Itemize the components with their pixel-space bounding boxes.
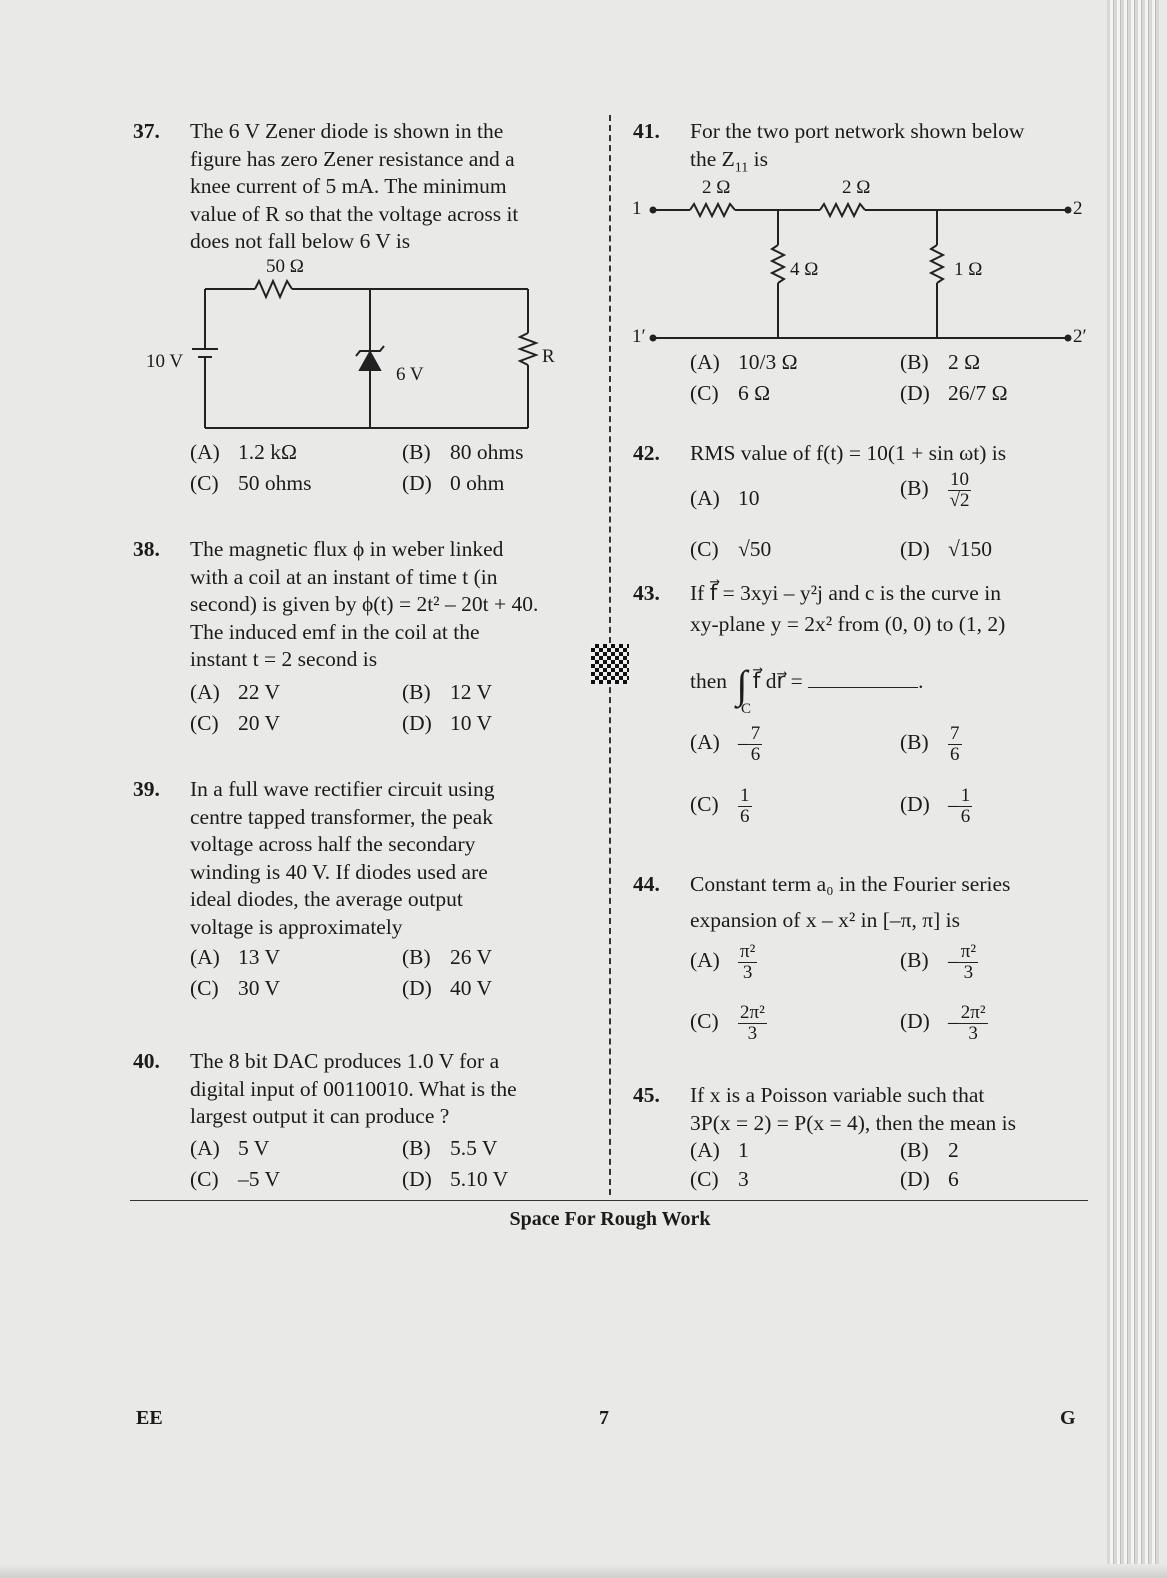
port-1-label: 1 (632, 198, 642, 219)
text-line: In a full wave rectifier circuit using (190, 777, 495, 801)
line-integral-expression: then ∫ f⃗ dr⃗ = . (690, 662, 924, 707)
page-binding-edge (1107, 0, 1159, 1578)
zener-circuit-diagram (140, 258, 540, 428)
question-number: 41. (633, 119, 660, 143)
question-number: 45. (633, 1083, 660, 1107)
question-40 (133, 1048, 573, 1133)
resistor-2ohm-left-label: 2 Ω (702, 177, 731, 198)
question-text (190, 536, 571, 674)
page-bottom-shadow (0, 1564, 1167, 1578)
text-line: with a coil at an instant of time t (in (190, 564, 498, 589)
text-line: expansion of x – x² in [–π, π] is (690, 907, 960, 932)
text-line: instant t = 2 second is (190, 647, 378, 671)
rough-work-heading: Space For Rough Work (509, 1208, 711, 1230)
option-d: (D) √150 (900, 537, 993, 561)
question-text (190, 1048, 571, 1131)
question-text (190, 118, 571, 256)
question-42 (633, 440, 1073, 470)
option-c: (C) 6 Ω (690, 381, 771, 405)
question-39 (133, 776, 573, 946)
question-41 (633, 118, 1073, 178)
text-line: The 6 V Zener diode is shown in the (190, 119, 504, 143)
text-line: figure has zero Zener resistance and a (190, 146, 515, 171)
question-text (190, 776, 571, 941)
option-a: (A) 22 V (190, 680, 281, 704)
option-c: (C) √50 (690, 537, 772, 561)
text-line: value of R so that the voltage across it (190, 201, 519, 226)
qr-code-icon (591, 644, 629, 684)
question-text (690, 580, 1071, 638)
resistor-4ohm-label: 4 Ω (790, 259, 819, 280)
question-44 (633, 871, 1073, 931)
option-a: (A) 5 V (190, 1136, 270, 1160)
option-d: (D) 10 V (402, 711, 493, 735)
option-c: (C) 20 V (190, 711, 281, 735)
question-number: 42. (633, 441, 660, 465)
option-d: (D) – $\frac{\text{2π²}}{3}$ (900, 1002, 986, 1044)
option-a: (A) $\frac{\text{π²}}{3}$ (690, 941, 756, 983)
option-d: (D) 26/7 Ω (900, 381, 1008, 405)
option-c: (C) 50 ohms (190, 471, 312, 495)
option-a: (A) 1.2 kΩ (190, 440, 297, 464)
option-d: (D) 6 (900, 1167, 959, 1191)
two-port-network-diagram (640, 195, 1070, 345)
option-b: (B) $\frac{7}{6}$ (900, 723, 960, 765)
contour-label: C (741, 701, 752, 717)
option-a: (A) 1 (690, 1138, 749, 1162)
text-line: Constant term a₀ in the Fourier series (690, 872, 1011, 896)
port-1-prime-label: 1′ (632, 326, 646, 347)
option-c: (C) $\frac{\text{2π²}}{3}$ (690, 1002, 765, 1044)
option-b: (B) 12 V (402, 680, 493, 704)
option-d: (D) 5.10 V (402, 1167, 509, 1191)
question-37 (133, 118, 573, 258)
option-a: (A) – $\frac{7}{6}$ (690, 723, 761, 765)
option-d: (D) – $\frac{1}{6}$ (900, 785, 971, 827)
text-line: centre tapped transformer, the peak (190, 804, 493, 829)
question-number: 43. (633, 581, 660, 605)
series-resistor-label: 50 Ω (266, 256, 304, 277)
option-b: (B) $\frac{10}{√2}$ (900, 469, 970, 511)
option-c: (C) $\frac{1}{6}$ (690, 785, 750, 827)
option-b: (B) – $\frac{\text{π²}}{3}$ (900, 941, 977, 983)
text-line: ideal diodes, the average output (190, 887, 463, 911)
text-line: If x is a Poisson variable such that (690, 1083, 985, 1107)
question-number: 38. (133, 537, 160, 561)
text-line: the $Z_{11}$ is (690, 146, 768, 175)
question-38 (133, 536, 573, 676)
option-b: (B) 5.5 V (402, 1136, 498, 1160)
option-b: (B) 2 (900, 1138, 959, 1162)
text-line: The induced emf in the coil at the (190, 619, 480, 644)
footer-series-code: G (1060, 1407, 1076, 1429)
text-line: digital input of 00110010. What is the (190, 1076, 517, 1101)
footer-page-number: 7 (599, 1407, 609, 1429)
text-line: The magnetic flux ϕ in weber linked (190, 537, 504, 561)
port-2-label: 2 (1073, 198, 1083, 219)
text-line: voltage across half the secondary (190, 832, 476, 856)
question-number: 40. (133, 1049, 160, 1073)
question-text (690, 871, 1071, 934)
integral-sign: ∫ (736, 662, 748, 707)
text-line: largest output it can produce ? (190, 1104, 450, 1128)
text-line: winding is 40 V. If diodes used are (190, 859, 488, 884)
rough-work-rule (130, 1200, 1088, 1201)
question-text (690, 118, 1071, 181)
text-line: second) is given by ϕ(t) = 2t² – 20t + 40. (190, 592, 539, 616)
question-number: 37. (133, 119, 160, 143)
text-line: xy-plane y = 2x² from (0, 0) to (1, 2) (690, 611, 1006, 636)
option-b: (B) 2 Ω (900, 350, 981, 374)
text-line: voltage is approximately (190, 914, 403, 939)
text-line: does not fall below 6 V is (190, 229, 411, 253)
question-number: 39. (133, 777, 160, 801)
source-voltage-label: 10 V (146, 351, 184, 372)
option-c: (C) 30 V (190, 976, 281, 1000)
text-line: The 8 bit DAC produces 1.0 V for a (190, 1049, 500, 1073)
text-line: knee current of 5 mA. The minimum (190, 174, 507, 198)
question-number: 44. (633, 872, 660, 896)
option-a: (A) 10 (690, 486, 760, 510)
load-resistor-label: R (542, 346, 555, 367)
option-a: (A) 10/3 Ω (690, 350, 798, 374)
question-45 (633, 1082, 1073, 1142)
text-line: If f⃗ = 3xyi – y²j and c is the curve in (690, 581, 1001, 605)
option-b: (B) 80 ohms (402, 440, 524, 464)
option-c: (C) 3 (690, 1167, 749, 1191)
text-line: 3P(x = 2) = P(x = 4), then the mean is (690, 1110, 1016, 1135)
resistor-2ohm-right-label: 2 Ω (842, 177, 871, 198)
port-2-prime-label: 2′ (1073, 326, 1087, 347)
option-d: (D) 40 V (402, 976, 493, 1000)
option-d: (D) 0 ohm (402, 471, 505, 495)
question-text (690, 1082, 1071, 1137)
text-line: For the two port network shown below (690, 119, 1025, 143)
question-43 (633, 580, 1073, 640)
footer-subject-code: EE (136, 1407, 163, 1429)
option-c: (C) –5 V (190, 1167, 281, 1191)
resistor-1ohm-label: 1 Ω (954, 259, 983, 280)
option-b: (B) 26 V (402, 945, 493, 969)
zener-voltage-label: 6 V (396, 364, 424, 385)
question-text: RMS value of f(t) = 10(1 + sin ωt) is (690, 441, 1007, 465)
option-a: (A) 13 V (190, 945, 281, 969)
